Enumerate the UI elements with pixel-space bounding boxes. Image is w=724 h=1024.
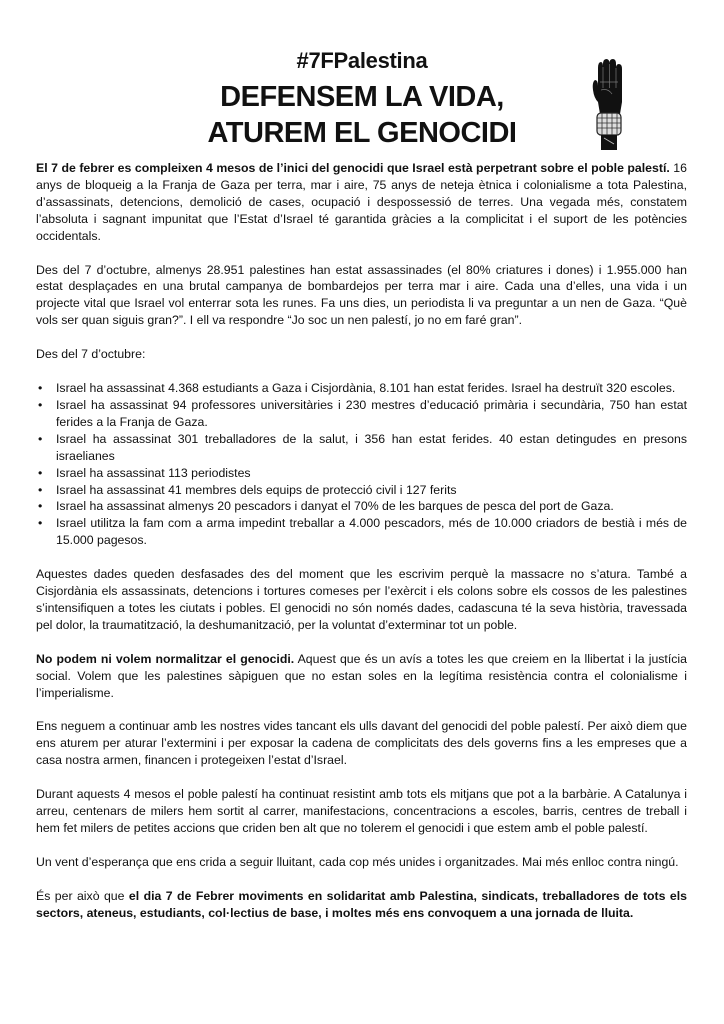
hope-paragraph: Un vent d’esperança que ens crida a seguir lluitant, cada cop més unides i organitzades. Mai més enlloc contra ningú. xyxy=(36,854,679,869)
resistance-paragraph: Durant aquests 4 mesos el poble palestí ha continuat resistint amb tots els mitjans que pot a la barbàrie. A Catalunya i arreu, centenars de milers hem sortit al carrer, manifestacions, concentracions a escoles, barris, centres de treball i hem fet milers de petites accions que criden ben alt que no tolerem el genocidi i que estem amb el poble palestí. xyxy=(36,787,687,835)
intro-paragraph xyxy=(36,160,687,245)
header xyxy=(0,40,724,160)
outdated-data-paragraph: Aquestes dades queden desfasades des del moment que les escrivim perquè la massacre no s’atura. També a Cisjordània els assassinats, detencions i tortures comeses per l’exèrcit i els colons sobre els cossos de les palestines s’intensifiquen a totes les ciutats i pobles. El genocidi no són només dades, cadascuna té la seva història, travessada pel dolor, la traumatització, la deshumanització, per la voluntat d’exterminar tot un poble. xyxy=(36,567,687,632)
cta-bold: el dia 7 de Febrer moviments en solidaritat amb Palestina, sindicats, treballadores de tots els sectors, ateneus, estudiants, col·lectius de base, i moltes més ens convoquem a una jornada de lluita. xyxy=(36,888,687,920)
hashtag: #7FPalestina xyxy=(296,48,428,73)
refuse-paragraph: Ens neguem a continuar amb les nostres vides tancant els ulls davant del genocidi del poble palestí. Per això diem que ens aturem per aturar l’extermini i per exposar la cadena de complicitats des dels governs fins a les empreses que a casa nostra armen, financen i protegeixen l’estat d’Israel. xyxy=(36,719,687,768)
facts-list xyxy=(36,380,687,549)
cta-start: És per això que xyxy=(36,888,129,903)
casualties-paragraph: Des del 7 d’octubre, almenys 28.951 palestines han estat assassinades (el 80% criatures i dones) i 1.955.000 han estat desplaçades en una brutal campanya de bombardejos per terra mar i aire. Cada una d’elles, una vida i un projecte vital que Israel vol enterrar sota les runes. Fa uns dies, un periodista li va preguntar a un nen de Gaza. “Què vols ser quan siguis gran?”. I ell va respondre “Jo soc un nen palestí, jo no em faré gran”. xyxy=(36,262,687,328)
list-item: • Israel ha assassinat 41 membres dels equips de protecció civil i 127 ferits xyxy=(48,482,687,499)
list-item: • Israel ha assassinat 113 periodistes xyxy=(48,465,687,482)
normalize-text: Aquest que és un avís a totes les que creiem en la llibertat i la justícia social. Volem que les palestines sàpiguen que no estan soles en la legítima resistència contra el colonialisme i l’imperialisme. xyxy=(36,651,687,700)
intro-bold: El 7 de febrer es compleixen 4 mesos de l’inici del genocidi que Israel està perpetrant sobre el poble palestí. xyxy=(36,161,670,175)
title-line-1: DEFENSEM LA VIDA, xyxy=(220,81,504,113)
call-to-action-paragraph xyxy=(36,888,687,922)
normalize-paragraph xyxy=(36,651,687,702)
title-line-2: ATUREM EL GENOCIDI xyxy=(207,117,517,149)
list-intro: Des del 7 d’octubre: xyxy=(36,347,146,362)
intro-text: 16 anys de bloqueig a la Franja de Gaza per terra, mar i aire, 75 anys de neteja ètnica i colonialisme a tota Palestina, d’assassinats, detencions, demolició de cases, ocupació i despossessió de terres. Una vegada més, constatem l’absoluta i sagnant impunitat que l’Estat d’Israel té garantida gràcies a la complicitat i el suport de les potències occidentals. xyxy=(36,161,687,243)
list-item: • Israel utilitza la fam com a arma impedint treballar a 4.000 pescadors, més de 10.000 criadors de bestià i més de 15.000 pagesos. xyxy=(48,515,687,549)
normalize-bold: No podem ni volem normalitzar el genocidi. xyxy=(36,651,295,666)
list-item: • Israel ha assassinat 94 professores universitàries i 230 mestres d’educació primària i secundària, 750 han estat ferides a la Franja de Gaza. xyxy=(48,397,687,431)
list-item: • Israel ha assassinat 4.368 estudiants a Gaza i Cisjordània, 8.101 han estat ferides. Israel ha destruït 320 escoles. xyxy=(48,380,687,397)
list-item: • Israel ha assassinat 301 treballadores de la salut, i 356 han estat ferides. 40 estan detingudes en presons israelianes xyxy=(48,431,687,465)
list-item: • Israel ha assassinat almenys 20 pescadors i danyat el 70% de les barques de pesca del port de Gaza. xyxy=(48,498,687,515)
raised-hand-keffiyeh-icon xyxy=(592,58,624,150)
document-body xyxy=(36,160,687,939)
